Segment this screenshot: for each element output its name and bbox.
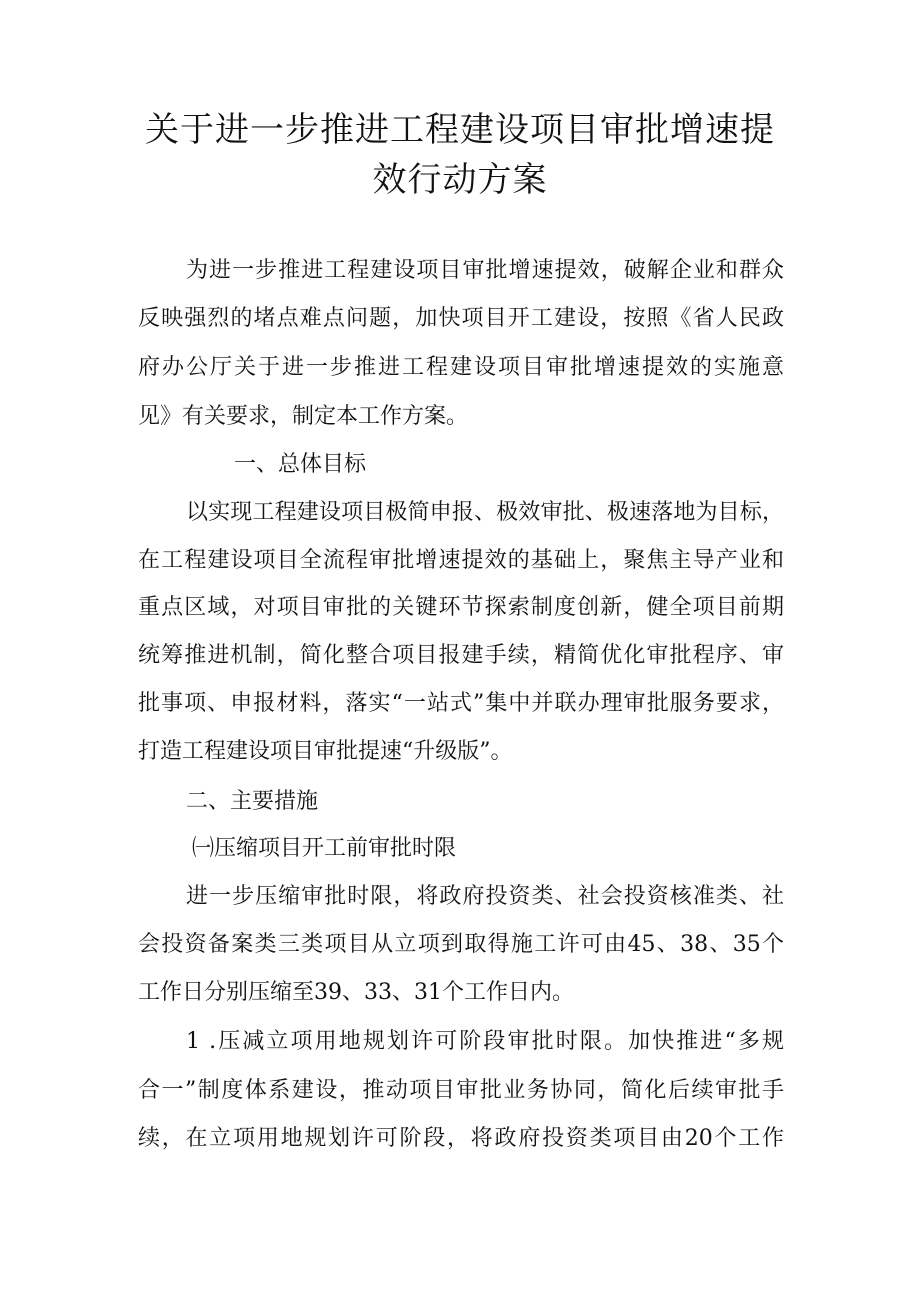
section2-para2-line-3: 续，在立项用地规划许可阶段，将政府投资类项目由20个工作: [138, 1126, 784, 1151]
document-title-line-1: 关于进一步推进工程建设项目审批增速提: [145, 110, 775, 150]
section2-para2-line-2: 合一”制度体系建设，推动项目审批业务协同，简化后续审批手: [138, 1078, 784, 1103]
section2-para1-line-1: 进一步压缩审批时限，将政府投资类、社会投资核准类、社: [186, 884, 784, 909]
section1-line-1: 以实现工程建设项目极简申报、极效审批、极速落地为目标，: [186, 500, 784, 525]
section2-para1-line-3: 工作日分别压缩至39、33、31个工作日内。: [138, 980, 574, 1005]
section1-line-5: 批事项、申报材料，落实“一站式”集中并联办理审批服务要求，: [138, 691, 784, 716]
section-heading-goals: 一、总体目标: [234, 452, 367, 477]
section1-line-3: 重点区域，对项目审批的关键环节探索制度创新，健全项目前期: [138, 595, 784, 620]
subsection-heading-1: ㈠压缩项目开工前审批时限: [192, 836, 457, 861]
intro-line-4: 见》有关要求，制定本工作方案。: [138, 404, 469, 429]
section1-line-2: 在工程建设项目全流程审批增速提效的基础上，聚焦主导产业和: [138, 548, 784, 573]
section1-line-4: 统筹推进机制，简化整合项目报建手续，精简优化审批程序、审: [138, 643, 784, 668]
intro-line-3: 府办公厅关于进一步推进工程建设项目审批增速提效的实施意: [138, 355, 784, 380]
intro-line-1: 为进一步推进工程建设项目审批增速提效，破解企业和群众: [186, 258, 784, 283]
document-title-line-2: 效行动方案: [372, 160, 548, 200]
section1-line-6: 打造工程建设项目审批提速“升级版”。: [138, 739, 513, 764]
section2-para1-line-2: 会投资备案类三类项目从立项到取得施工许可由45、38、35个: [138, 932, 784, 957]
section2-para2-line-1: 1 .压减立项用地规划许可阶段审批时限。加快推进“多规: [186, 1029, 784, 1054]
intro-line-2: 反映强烈的堵点难点问题，加快项目开工建设，按照《省人民政: [138, 306, 784, 331]
section-heading-measures: 二、主要措施: [186, 789, 319, 814]
